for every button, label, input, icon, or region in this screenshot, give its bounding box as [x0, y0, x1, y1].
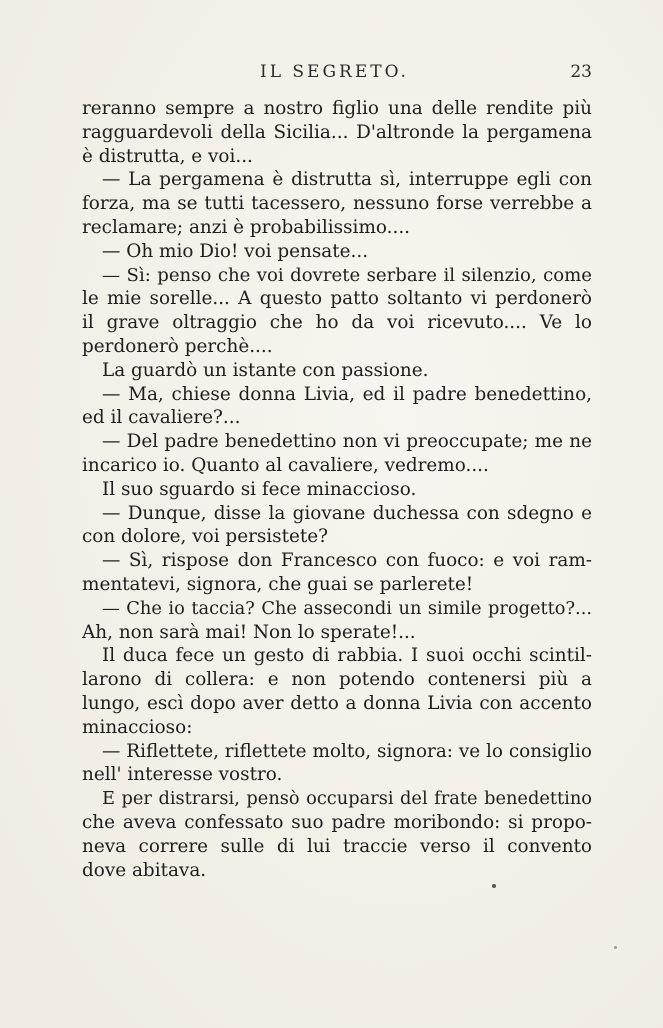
text-line: — Sì: penso che voi dovrete serbare il silenzio, come	[102, 264, 592, 286]
text-line: — Ma, chiese donna Livia, ed il padre benedettino,	[102, 383, 592, 405]
text-line: — Che io taccia? Che assecondi un simile progetto?...	[102, 597, 592, 619]
text-line: dove abitava.	[82, 859, 207, 881]
text-line: Ah, non sarà mai! Non lo sperate!...	[82, 621, 416, 643]
text-line: perdonerò perchè....	[82, 335, 273, 357]
text-line: — Riflettete, riflettete molto, signora: ve lo consiglio	[102, 740, 592, 762]
text-line: minaccioso:	[82, 716, 193, 738]
text-line: ragguardevoli della Sicilia... D'altronde la pergamena	[82, 121, 592, 143]
text-line: nell' interesse vostro.	[82, 764, 283, 786]
text-line: larono di collera: e non potendo contenersi più a	[82, 669, 592, 691]
text-line: incarico io. Quanto al cavaliere, vedremo....	[82, 454, 489, 476]
text-line: — Del padre benedettino non vi preoccupate; me ne	[102, 431, 592, 453]
text-line: le mie sorelle... A questo patto soltanto vi perdonerò	[82, 288, 592, 310]
running-title: IL SEGRETO.	[260, 62, 409, 82]
text-line: ed il cavaliere?...	[82, 407, 241, 429]
text-line: Il duca fece un gesto di rabbia. I suoi occhi scintil-	[102, 645, 592, 667]
ink-speck	[614, 946, 617, 949]
page-number: 23	[570, 62, 592, 82]
body-text	[82, 97, 592, 882]
text-line: il grave oltraggio che ho da voi ricevuto.... Ve lo	[82, 312, 592, 334]
ink-speck	[492, 884, 496, 888]
text-line: — Oh mio Dio! voi pensate...	[102, 240, 369, 262]
text-line: che aveva confessato suo padre moribondo: si propo-	[82, 811, 592, 833]
text-line: è distrutta, e voi...	[82, 145, 253, 167]
text-line: lungo, escì dopo aver detto a donna Livia con accento	[82, 692, 592, 714]
text-line: — La pergamena è distrutta sì, interruppe egli con	[102, 169, 592, 191]
text-line: forza, ma se tutti tacessero, nessuno forse verrebbe a	[82, 193, 592, 215]
text-line: — Dunque, disse la giovane duchessa con sdegno e	[102, 502, 592, 524]
text-line: reclamare; anzi è probabilissimo....	[82, 216, 411, 238]
text-line: — Sì, rispose don Francesco con fuoco: e voi ram-	[102, 550, 592, 572]
text-line: mentatevi, signora, che guai se parlerete!	[82, 573, 474, 595]
text-line: reranno sempre a nostro figlio una delle rendite più	[82, 98, 592, 119]
text-line: E per distrarsi, pensò occuparsi del frate benedettino	[102, 788, 592, 810]
text-line: Il suo sguardo si fece minaccioso.	[102, 478, 417, 500]
page-header	[82, 62, 592, 88]
text-line: con dolore, voi persistete?	[82, 526, 329, 548]
text-line: La guardò un istante con passione.	[102, 359, 429, 381]
text-line: neva correre sulle di lui traccie verso il convento	[82, 835, 592, 857]
